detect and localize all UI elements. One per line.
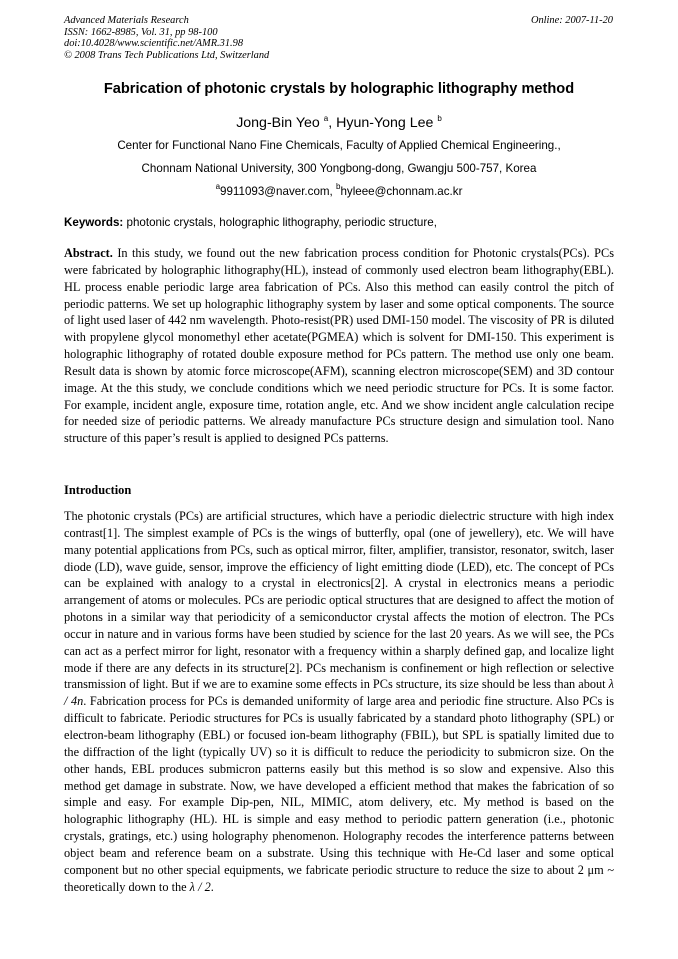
email-line (40, 182, 638, 198)
intro-text-part-3: . (210, 879, 214, 894)
journal-name: Advanced Materials Research (64, 15, 189, 26)
email-1: 9911093@naver.com (220, 185, 330, 198)
journal-header (64, 15, 269, 61)
journal-issn: ISSN: 1662-8985, Vol. 31, pp 98-100 (64, 26, 218, 38)
email-2-mark: b (336, 182, 341, 191)
formula-lambda-4n: λ / 4n (64, 677, 614, 709)
paper-title: Fabrication of photonic crystals by holographic lithography method (103, 81, 575, 97)
formula-lambda-2: λ / 2 (189, 879, 211, 894)
author-2-mark: b (437, 114, 442, 123)
author-1-mark: a (323, 114, 329, 123)
abstract (64, 245, 614, 447)
abstract-text: In this study, we found out the new fabrication process condition for Photonic crystals(PCs). PCs were fabricated by holographic lithography(HL), instead of commonly used electron beam lithography(EBL). HL process enable periodic large area fabrication of PCs. Also this method can easily control the pitch of periodic patterns. We set up holographic lithography system by laser and some optical components. The source of light used laser of 442 nm wavelength. Photo-resist(PR) used DMI-150 model. The viscosity of PR is diluted with propylene glycol monomethyl ether acetate(PGMEA) which is solvent for DMI-150. This experiment is holographic lithography of rotated double exposure method for PCs pattern. The method use only one beam. Result data is shown by atomic force microscope(AFM), scanning electron microscope(SEM) and 3D contour image. At the this study, we conclude conditions which we need periodic structure for PCs. It is some factor. For example, incident angle, exposure time, rotation angle, etc. And we show incident angle calculation recipe for needed size of periodic patterns. We already manufacture PCs structure design and simulation tool. Nano structure of this paper’s result is applied to designed PCs patterns. (64, 246, 615, 446)
keywords-label: Keywords: (64, 216, 124, 229)
affiliation-line-1: Center for Functional Nano Fine Chemicals, Faculty of Applied Chemical Engineering., (117, 139, 561, 152)
intro-text-part-1: The photonic crystals (PCs) are artificial structures, which have a periodic dielectric structure with high index contrast[1]. The simplest example of PCs is the wings of butterfly, opal (one of jewellery), etc. We will have many potential applications from PCs, such as optical mirror, filter, amplifier, transistor, resonator, switch, laser diode (LD), wave guide, sensor, improve the efficiency of light emitting diode (LED), etc. The concept of PCs can be explained with analogy to a crystal in electronics[2]. A crystal in electronics means a periodic arrangement of atoms or molecules. PCs are periodic optical structures that are designed to affect the motion of photons in a similar way that periodicity of a semiconductor crystal affects the motion of electron. The PCs occur in nature and in various forms have been studied by science for the last 20 years. As we will see, the PCs can act as a perfect mirror for light, resonator with a frequency within a sharply defined gap, and localize light mode if there are any defects in its structure[2]. PCs mechanism is confinement or high reflection or selective transmission of light. But if we are to examine some effects in PCs structure, its size should be less than about (64, 509, 614, 692)
author-separator: , (328, 115, 337, 131)
author-1: Jong-Bin Yeo (236, 115, 320, 131)
keywords-text: photonic crystals, holographic lithography, periodic structure, (126, 216, 437, 229)
keywords (64, 216, 614, 229)
author-2: Hyun-Yong Lee (336, 115, 434, 131)
author-line (40, 114, 638, 131)
journal-doi: doi:10.4028/www.scientific.net/AMR.31.98 (64, 38, 244, 50)
abstract-label: Abstract. (64, 246, 113, 260)
online-date: Online: 2007-11-20 (530, 15, 613, 26)
email-2: hyleee@chonnam.ac.kr (340, 185, 463, 198)
intro-text-part-2: . Fabrication process for PCs is demanded uniformity of large area and periodic fine structure. Also PCs is difficult to fabricate. Periodic structures for PCs is usually fabricated by a standard photo lithography (SPL) or electron-beam lithography (EBL) or focused ion-beam lithography (FBIL), but SPL is spatially limited due to the diffraction of the light (typically UV) so it is difficult to reduce the periodicity to submicron size. On the other hands, EBL produces submicron patterns easily but this method is so slow and expensive. Also this method get damage in substrate. Now, we have developed a efficient method that makes the fabrication of so simple and easy. For example Dip-pen, NIL, MIMIC, atom delivery, etc. My method is based on the holographic lithography (HL). HL is simple and easy method to periodic pattern generation (i.e., photonic crystals, gratings, etc.) using holography phenomenon. Holography recodes the interference patterns between object beam and reference beam on a substrate. Using this technique with He-Cd laser and some optical component but no other special equipments, we fabricate periodic structure to reduce the size to about 2 μm ~ theoretically down to the (64, 694, 614, 894)
journal-copyright: © 2008 Trans Tech Publications Ltd, Switzerland (64, 49, 270, 61)
affiliation-line-2: Chonnam National University, 300 Yongbong-dong, Gwangju 500-757, Korea (141, 162, 537, 175)
email-separator: , (329, 185, 336, 198)
introduction-body (64, 508, 614, 895)
introduction-heading: Introduction (64, 483, 132, 497)
email-1-mark: a (215, 182, 221, 191)
